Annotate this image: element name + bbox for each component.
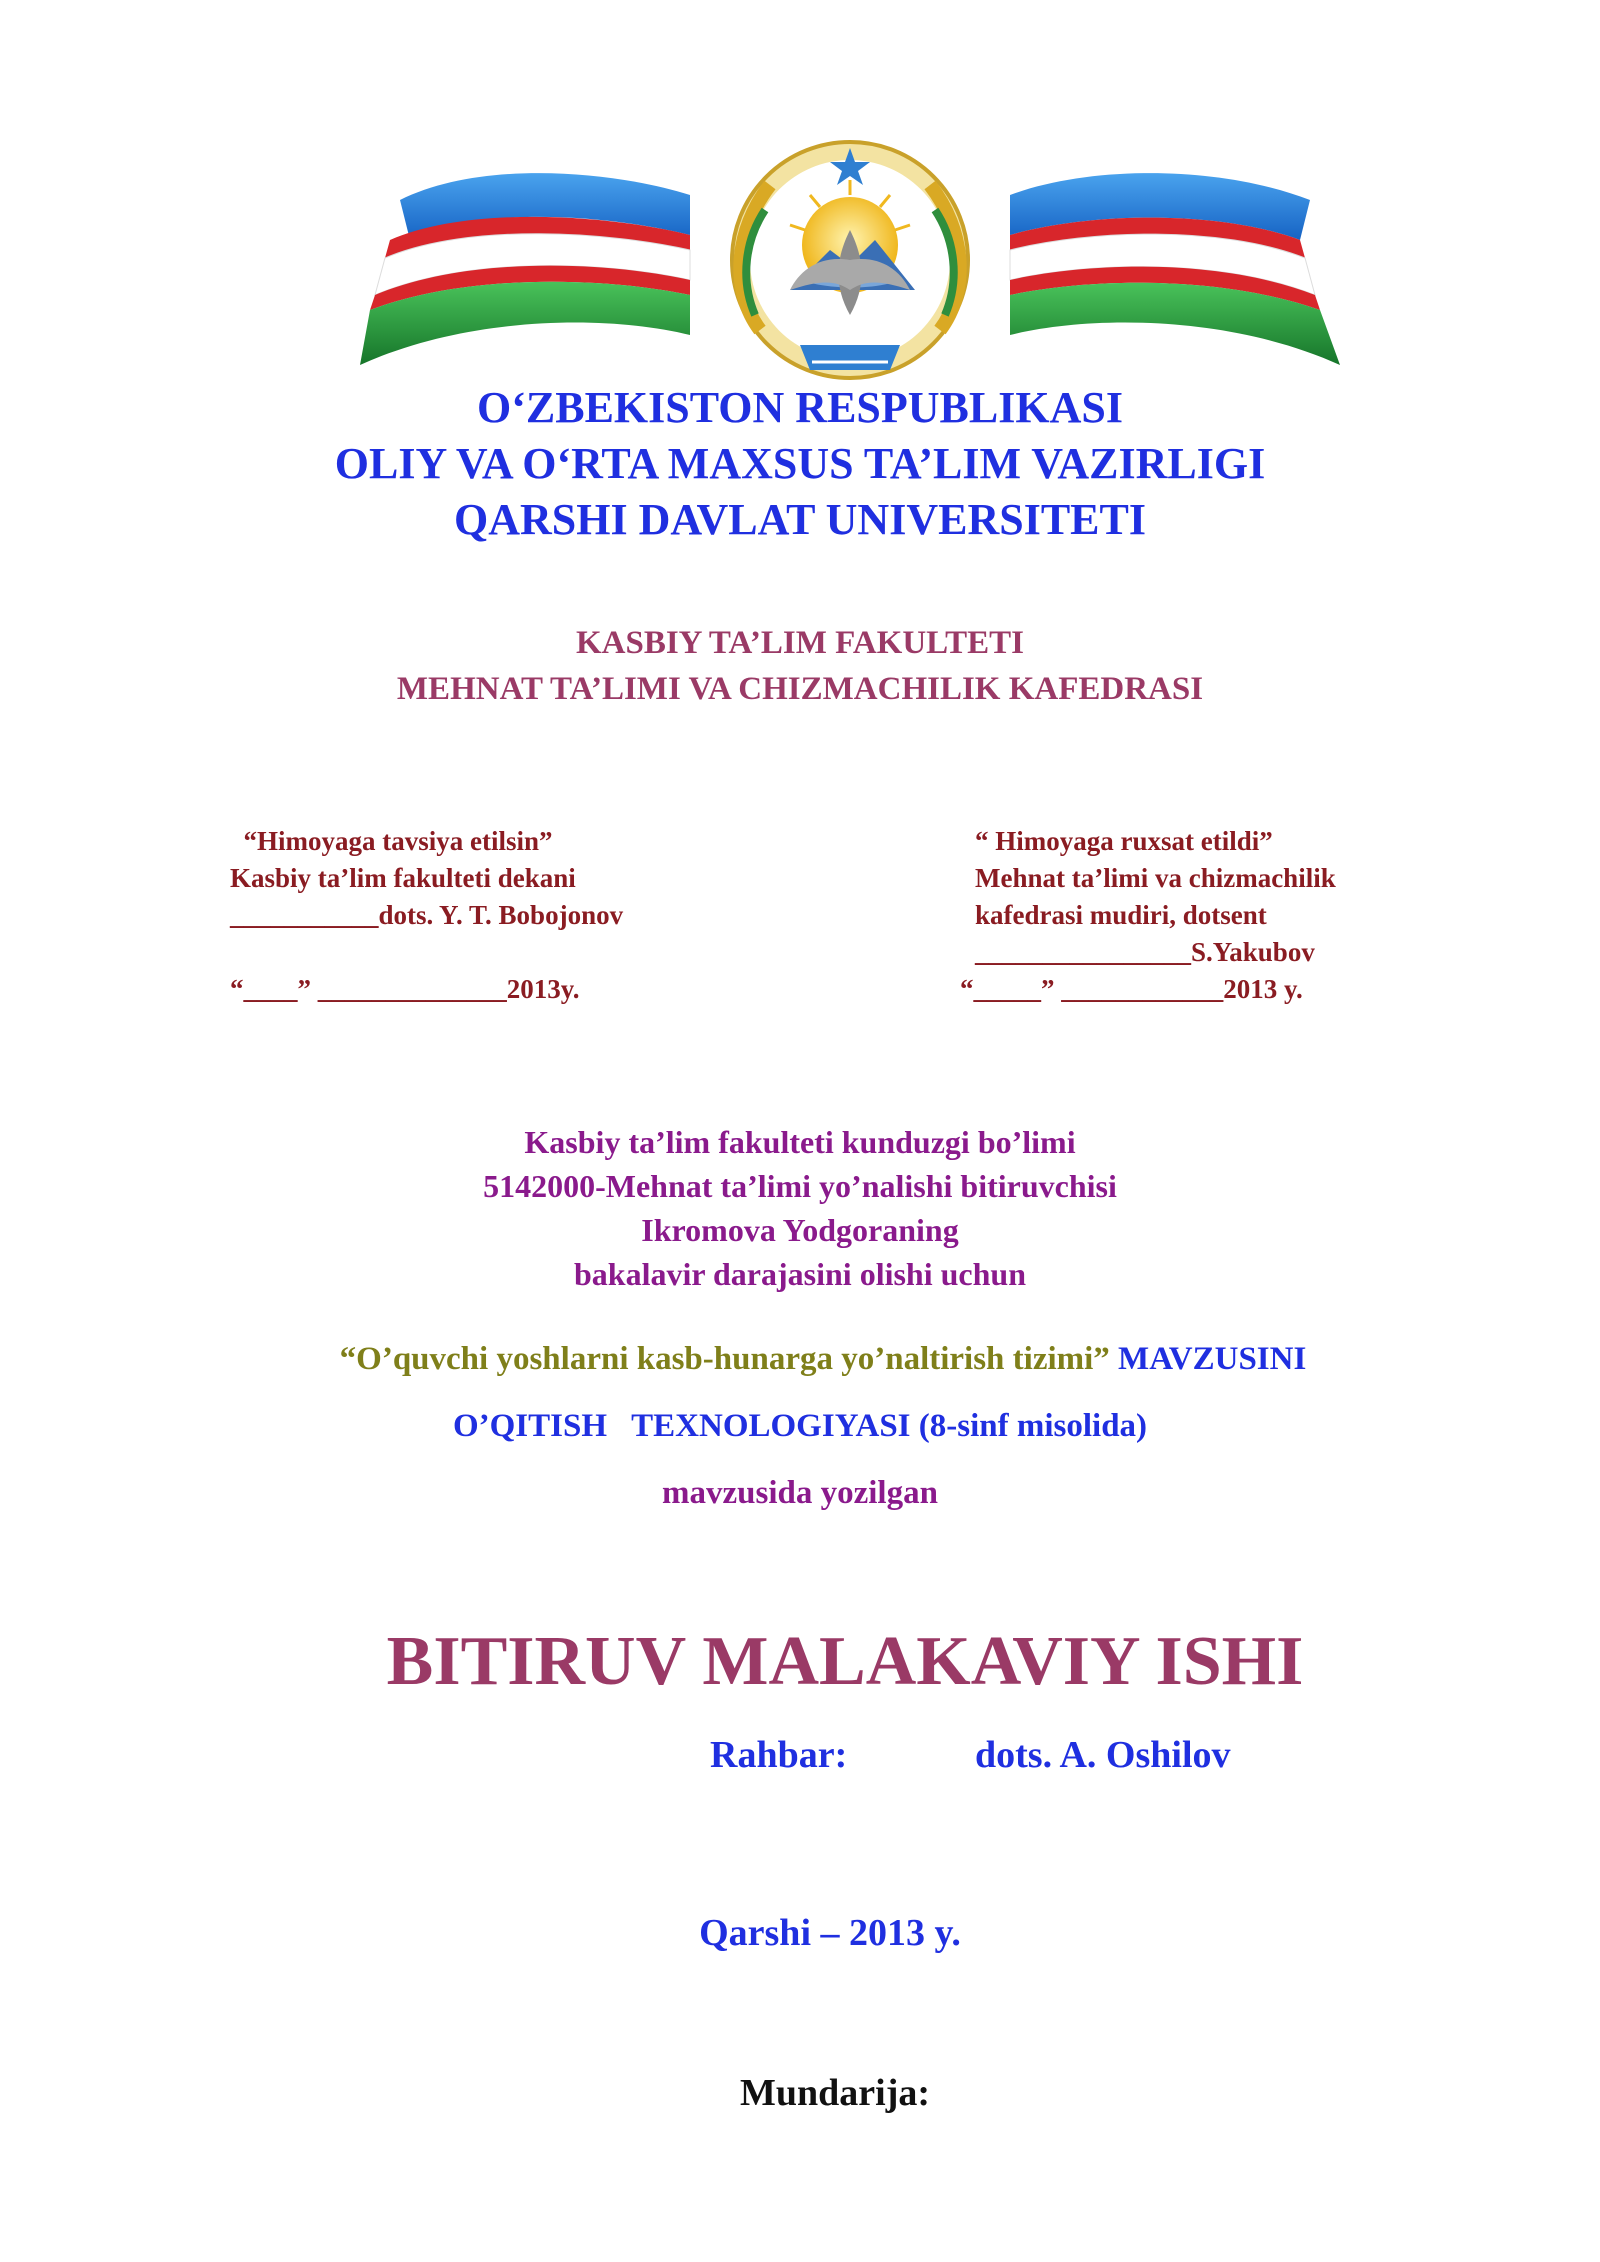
approval-right (960, 823, 1535, 1008)
approval-right-date: “_____” ____________2013 y. (960, 974, 1303, 1004)
department-title: MEHNAT TA’LIMI VA CHIZMACHILIK KAFEDRASI (396, 671, 1204, 707)
topic-line-2: O’QITISH TEXNOLOGIYASI (8-sinf misolida) (452, 1408, 1148, 1444)
contents-heading: Mundarija: (740, 2072, 930, 2114)
student-faculty: Kasbiy ta’lim fakulteti kunduzgi bo’limi (524, 1124, 1076, 1160)
place-year: Qarshi – 2013 y. (699, 1912, 961, 1954)
supervisor-name: dots. A. Oshilov (975, 1734, 1231, 1776)
faculty-title: KASBIY TA’LIM FAKULTETI (575, 625, 1025, 661)
approval-right-heading: “ Himoyaga ruxsat etildi” (975, 826, 1273, 856)
approval-right-role-2: kafedrasi mudiri, dotsent (975, 900, 1267, 930)
approval-right-signature: ________________S.Yakubov (975, 937, 1315, 967)
approval-left-role: Kasbiy ta’lim fakulteti dekani (230, 863, 576, 893)
republic-title: O‘ZBEKISTON RESPUBLIKASI (477, 383, 1123, 432)
document-title: BITIRUV MALAKAVIY ISHI (386, 1623, 1304, 1700)
approval-left-heading: “Himoyaga tavsiya etilsin” (230, 826, 553, 856)
supervisor-label: Rahbar: (710, 1734, 848, 1776)
university-title: QARSHI DAVLAT UNIVERSITETI (454, 495, 1146, 544)
topic-mavzusini: MAVZUSINI (1109, 1341, 1307, 1377)
student-name: Ikromova Yodgoraning (641, 1212, 959, 1248)
approval-left-signature: ___________dots. Y. T. Bobojonov (230, 900, 624, 930)
topic-quote: “O’quvchi yoshlarni kasb-hunarga yo’naltirish tizimi” (339, 1341, 1110, 1377)
coat-of-arms-icon (360, 140, 1340, 390)
topic-line-3: mavzusida yozilgan (662, 1475, 938, 1511)
student-purpose: bakalavir darajasini olishi uchun (574, 1256, 1026, 1292)
student-program: 5142000-Mehnat ta’limi yo’nalishi bitiruvchisi (483, 1168, 1117, 1204)
topic-line-1 (0, 1336, 1600, 1382)
approval-right-role: Mehnat ta’limi va chizmachilik (975, 863, 1336, 893)
ministry-title: OLIY VA O‘RTA MAXSUS TA’LIM VAZIRLIGI (334, 439, 1266, 488)
approval-left (230, 823, 790, 1008)
approval-left-date: “____” ______________2013y. (230, 974, 580, 1004)
